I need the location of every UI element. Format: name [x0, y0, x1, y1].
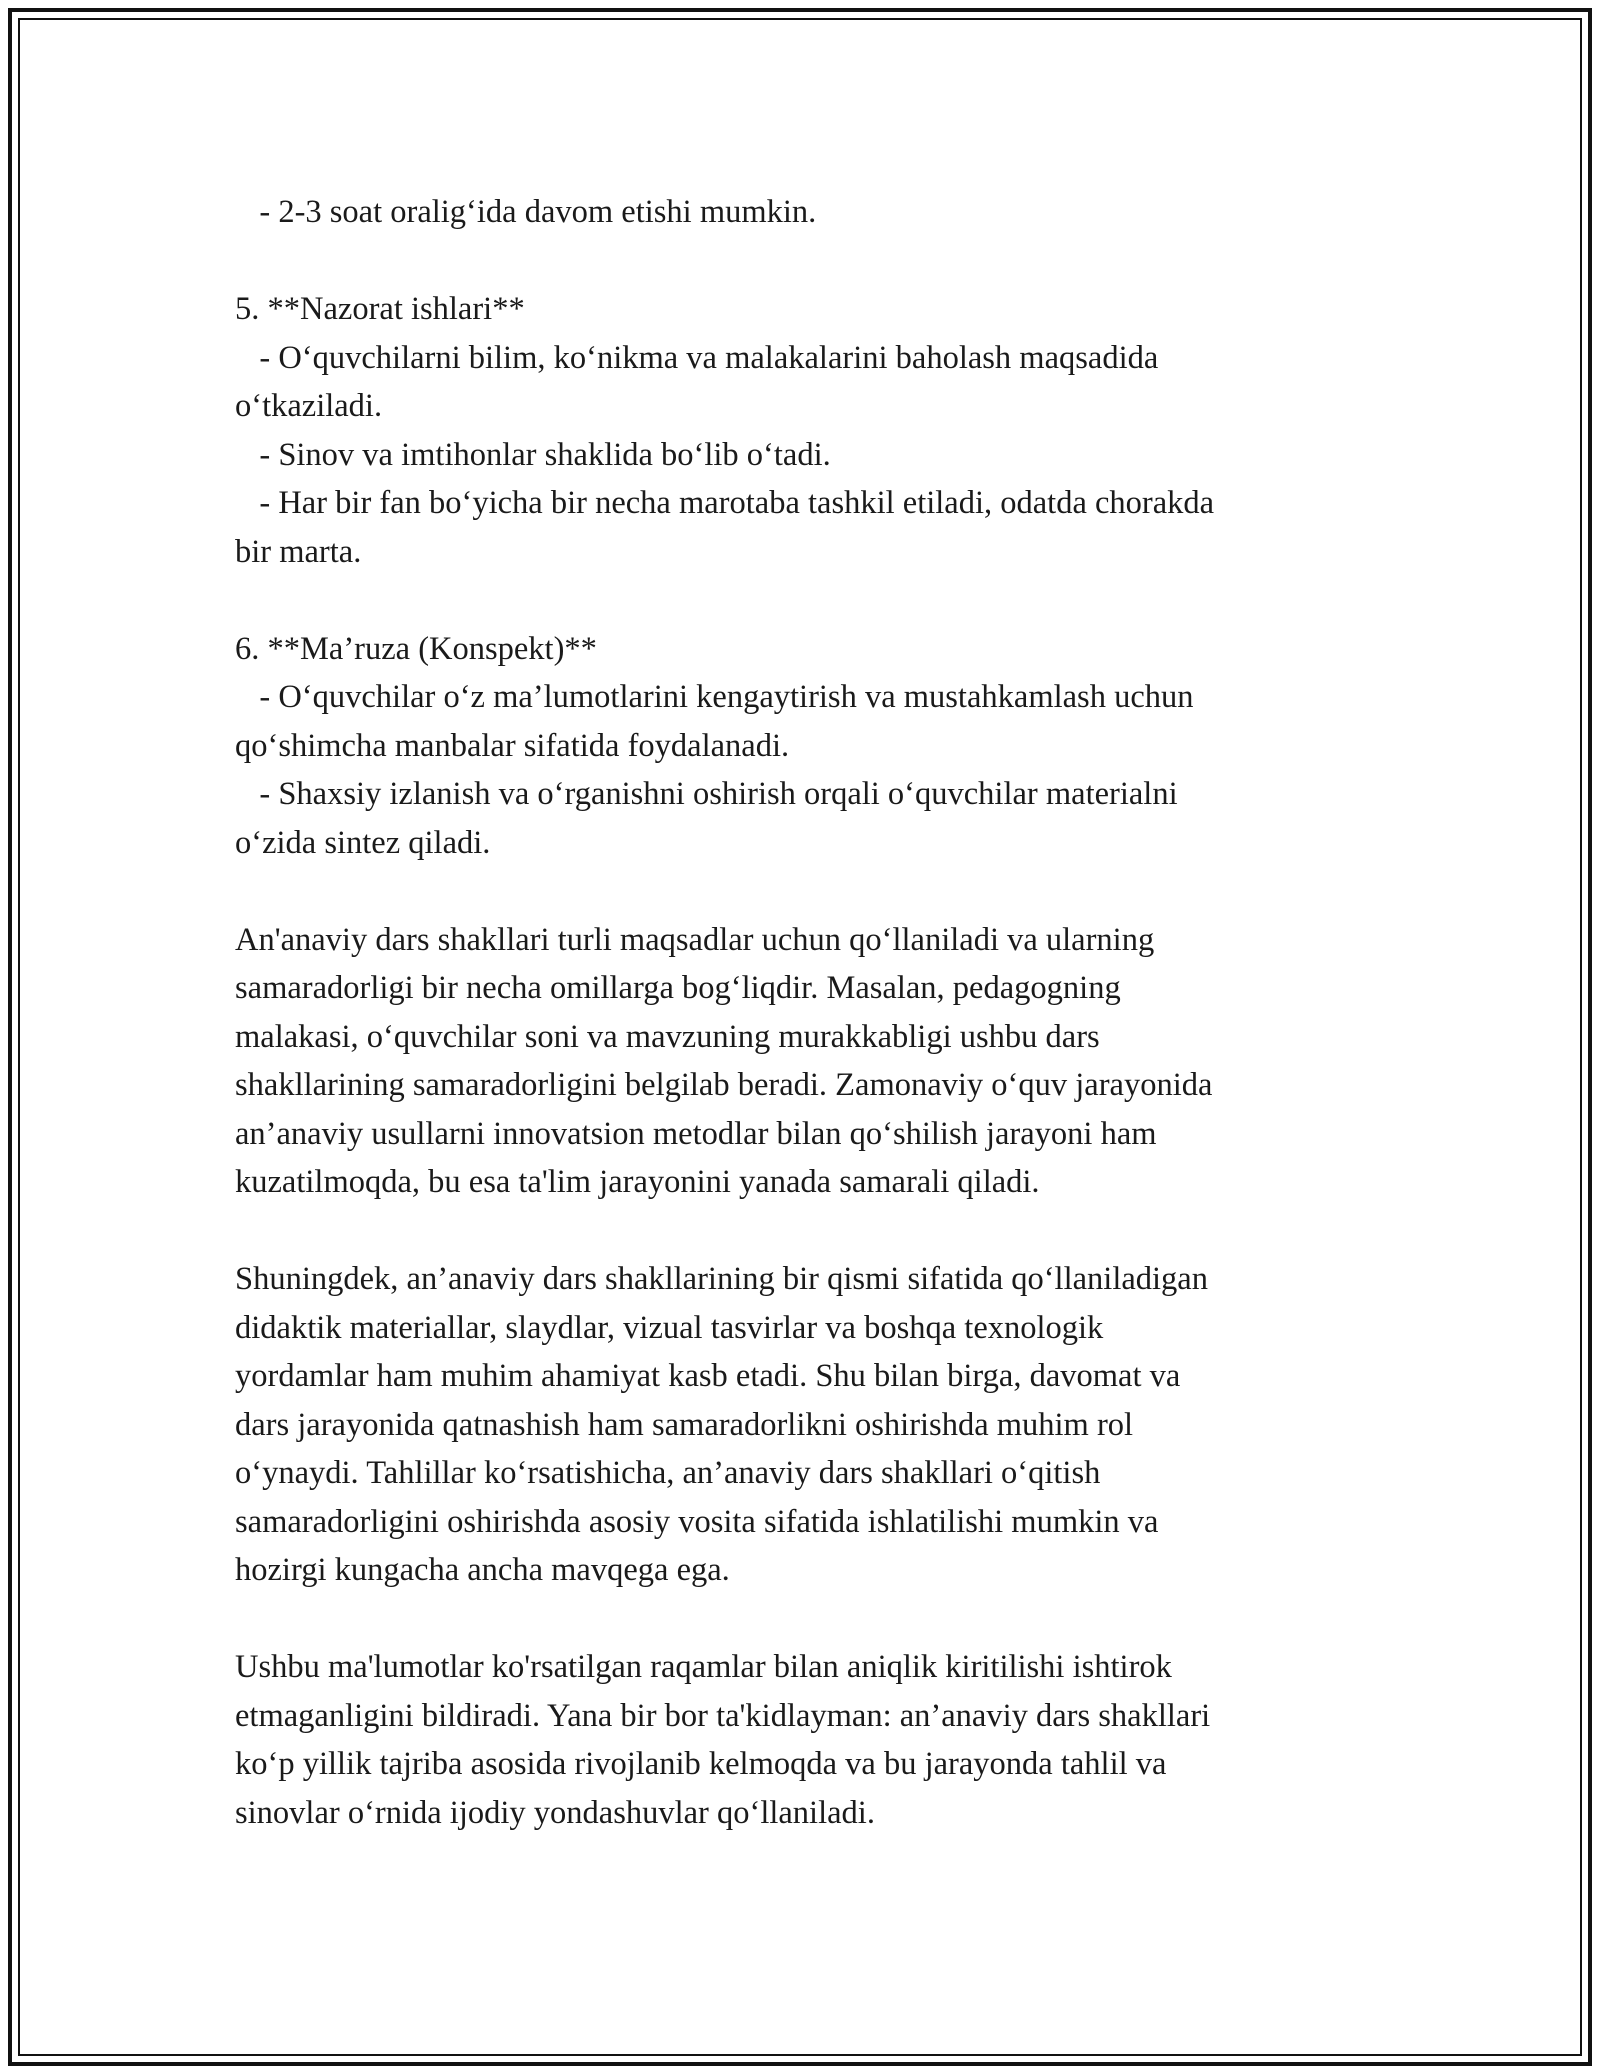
text-line: - Har bir fan bo‘yicha bir necha marotaba tashkil etiladi, odatda chorakda [235, 485, 1215, 521]
blank-line [235, 867, 1370, 916]
paragraph-line: an’anaviy usullarni innovatsion metodlar bilan qo‘shilish jarayoni ham [235, 1115, 1157, 1152]
text-line: qo‘shimcha manbalar sifatida foydalanadi. [235, 727, 790, 764]
paragraph-line: samaradorligi bir necha omillarga bog‘liqdir. Masalan, pedagogning [235, 970, 1121, 1006]
text-line: - O‘quvchilar o‘z ma’lumotlarini kengaytirish va mustahkamlash uchun [235, 679, 1194, 715]
text-line: bir marta. [235, 533, 362, 570]
paragraph-line: didaktik materiallar, slaydlar, vizual tasvirlar va boshqa texnologik [235, 1309, 1104, 1346]
section-heading-nazorat: 5. **Nazorat ishlari** [235, 291, 525, 327]
paragraph-line: hozirgi kungacha ancha mavqega ega. [235, 1552, 730, 1588]
paragraph-line: sinovlar o‘rnida ijodiy yondashuvlar qo‘llaniladi. [235, 1794, 875, 1831]
paragraph-line: Ushbu ma'lumotlar ko'rsatilgan raqamlar bilan aniqlik kiritilishi ishtirok [235, 1649, 1172, 1685]
paragraph-line: shakllarining samaradorligini belgilab beradi. Zamonaviy o‘quv jarayonida [235, 1067, 1213, 1103]
paragraph-line: An'anaviy dars shakllari turli maqsadlar uchun qo‘llaniladi va ularning [235, 921, 1155, 958]
text-line: - Sinov va imtihonlar shaklida bo‘lib o‘tadi. [235, 436, 831, 473]
blank-line [235, 1207, 1370, 1256]
blank-line [235, 1595, 1370, 1644]
document-body [235, 188, 1370, 1837]
paragraph-line: dars jarayonida qatnashish ham samaradorlikni oshirishda muhim rol [235, 1406, 1134, 1443]
paragraph-line: Shuningdek, an’anaviy dars shakllarining bir qismi sifatida qo‘llaniladigan [235, 1261, 1208, 1297]
text-line: o‘zida sintez qiladi. [235, 824, 491, 861]
text-line: - O‘quvchilarni bilim, ko‘nikma va malakalarini baholash maqsadida [235, 339, 1159, 376]
blank-line [235, 237, 1370, 286]
section-heading-maruza: 6. **Ma’ruza (Konspekt)** [235, 630, 597, 667]
paragraph-line: malakasi, o‘quvchilar soni va mavzuning murakkabligi ushbu dars [235, 1018, 1100, 1055]
text-line: - Shaxsiy izlanish va o‘rganishni oshirish orqali o‘quvchilar materialni [235, 776, 1178, 812]
paragraph-line: etmaganligini bildiradi. Yana bir bor ta'kidlayman: an’anaviy dars shakllari [235, 1697, 1211, 1734]
paragraph-line: yordamlar ham muhim ahamiyat kasb etadi. Shu bilan birga, davomat va [235, 1358, 1181, 1394]
text-line: o‘tkaziladi. [235, 388, 383, 424]
paragraph-line: o‘ynaydi. Tahlillar ko‘rsatishicha, an’anaviy dars shakllari o‘qitish [235, 1455, 1101, 1491]
text-line: - 2-3 soat oralig‘ida davom etishi mumkin. [235, 194, 817, 230]
paragraph-line: samaradorligini oshirishda asosiy vosita sifatida ishlatilishi mumkin va [235, 1503, 1159, 1540]
paragraph-line: kuzatilmoqda, bu esa ta'lim jarayonini yanada samarali qiladi. [235, 1164, 1040, 1200]
paragraph-line: ko‘p yillik tajriba asosida rivojlanib kelmoqda va bu jarayonda tahlil va [235, 1746, 1167, 1782]
blank-line [235, 576, 1370, 625]
